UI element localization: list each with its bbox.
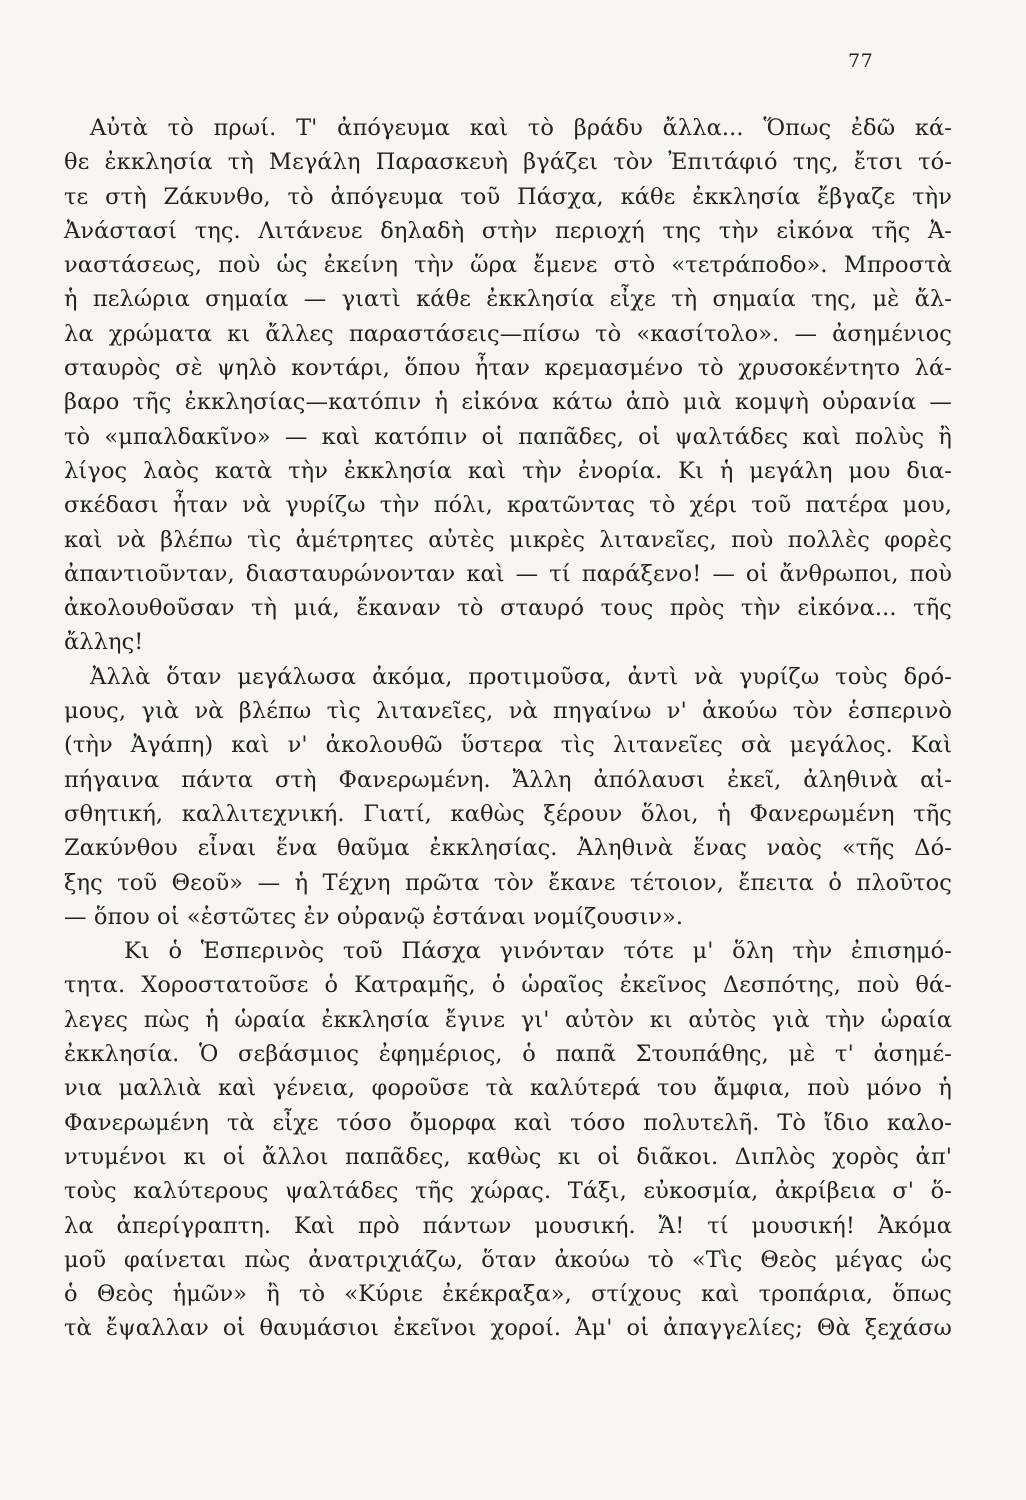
text-line: ἡ πελώρια σημαία — γιατὶ κάθε ἐκκλησία εἶχε τὴ σημαία της, μὲ ἄλ- (64, 286, 952, 313)
text-line: πήγαινα πάντα στὴ Φανερωμένη. Ἄλλη ἀπόλαυσι ἐκεῖ, ἀληθινὰ αἰ- (64, 766, 952, 793)
text-line: τοὺς καλύτερους ψαλτάδες τῆς χώρας. Τάξι, εὐκοσμία, ἀκρίβεια σ' ὅ- (64, 1178, 952, 1205)
text-line: τητα. Χοροστατοῦσε ὁ Κατραμῆς, ὁ ὡραῖος ἐκεῖνος Δεσπότης, ποὺ θά- (64, 972, 952, 999)
text-line: ὁ Θεὸς ἡμῶν» ἢ τὸ «Κύριε ἐκέκραξα», στίχους καὶ τροπάρια, ὅπως (64, 1281, 952, 1308)
text-line: καὶ νὰ βλέπω τὶς ἀμέτρητες αὐτὲς μικρὲς λιτανεῖες, ποὺ πολλὲς φορὲς (64, 526, 952, 553)
text-line: Κι ὁ Ἑσπερινὸς τοῦ Πάσχα γινόνταν τότε μ' ὅλη τὴν ἐπισημό- (124, 938, 952, 965)
text-line: Ἀνάστασί της. Λιτάνευε δηλαδὴ στὴν περιοχή της τὴν εἰκόνα τῆς Ἀ- (64, 217, 952, 244)
text-line: βαρο τῆς ἐκκλησίας—κατόπιν ἡ εἰκόνα κάτω ἀπὸ μιὰ κομψὴ οὐρανία — (64, 389, 952, 416)
text-line: ἀπαντιοῦνταν, διασταυρώνονταν καὶ — τί παράξενο! — οἱ ἄνθρωποι, ποὺ (64, 560, 952, 587)
text-line: μοῦ φαίνεται πὼς ἀνατριχιάζω, ὅταν ἀκούω τὸ «Τὶς Θεὸς μέγας ὡς (64, 1246, 952, 1273)
text-line: σταυρὸς σὲ ψηλὸ κοντάρι, ὅπου ἦταν κρεμασμένο τὸ χρυσοκέντητο λά- (64, 355, 952, 382)
text-line: σκέδασι ἦταν νὰ γυρίζω τὴν πόλι, κρατῶντας τὸ χέρι τοῦ πατέρα μου, (64, 492, 952, 519)
text-line: τε στὴ Ζάκυνθο, τὸ ἀπόγευμα τοῦ Πάσχα, κάθε ἐκκλησία ἔβγαζε τὴν (64, 183, 952, 210)
text-line: ἐκκλησία. Ὁ σεβάσμιος ἐφημέριος, ὁ παπᾶ Στουπάθης, μὲ τ' ἀσημέ- (64, 1041, 952, 1068)
text-line: λα χρώματα κι ἄλλες παραστάσεις—πίσω τὸ «κασίτολο». — ἀσημένιος (64, 320, 952, 347)
text-line: ἀκολουθοῦσαν τὴ μιά, ἔκαναν τὸ σταυρό τους πρὸς τὴν εἰκόνα... τῆς (64, 595, 952, 622)
text-line: ντυμένοι κι οἱ ἄλλοι παπᾶδες, καθὼς κι οἱ διᾶκοι. Διπλὸς χορὸς ἀπ' (64, 1143, 952, 1170)
text-line: θε ἐκκλησία τὴ Μεγάλη Παρασκευὴ βγάζει τὸν Ἐπιτάφιό της, ἔτσι τό- (64, 149, 952, 176)
page-number: 77 (848, 50, 874, 72)
text-line: — ὅπου οἱ «ἑστῶτες ἐν οὐρανῷ ἑστάναι νομίζουσιν». (64, 903, 684, 930)
text-line: μους, γιὰ νὰ βλέπω τὶς λιτανεῖες, νὰ πηγαίνω ν' ἀκούω τὸν ἑσπερινὸ (64, 698, 952, 725)
text-line: Ζακύνθου εἶναι ἕνα θαῦμα ἐκκλησίας. Ἀληθινὰ ἕνας ναὸς «τῆς Δό- (64, 835, 952, 862)
text-line: (τὴν Ἀγάπη) καὶ ν' ἀκολουθῶ ὕστερα τὶς λιτανεῖες σὰ μεγάλος. Καὶ (64, 732, 952, 759)
text-line: λα ἀπερίγραπτη. Καὶ πρὸ πάντων μουσική. Ἄ! τί μουσική! Ἀκόμα (64, 1212, 952, 1239)
text-line: λεγες πὼς ἡ ὡραία ἐκκλησία ἔγινε γι' αὐτὸν κι αὐτὸς γιὰ τὴν ὡραία (64, 1006, 952, 1033)
paragraph-2 (64, 660, 952, 934)
text-line: Αὐτὰ τὸ πρωί. Τ' ἀπόγευμα καὶ τὸ βράδυ ἄλλα... Ὅπως ἐδῶ κά- (90, 115, 952, 141)
text-line: σθητική, καλλιτεχνική. Γιατί, καθὼς ξέρουν ὅλοι, ἡ Φανερωμένη τῆς (64, 800, 952, 827)
text-line: νια μαλλιὰ καὶ γένεια, φοροῦσε τὰ καλύτερά του ἄμφια, ποὺ μόνο ἡ (64, 1075, 952, 1102)
text-line: Ἀλλὰ ὅταν μεγάλωσα ἀκόμα, προτιμοῦσα, ἀντὶ νὰ γυρίζω τοὺς δρό- (90, 663, 952, 690)
text-line: Φανερωμένη τὰ εἶχε τόσο ὄμορφα καὶ τόσο πολυτελῆ. Τὸ ἴδιο καλο- (64, 1109, 952, 1136)
paragraph-1 (64, 111, 952, 660)
text-line: ξης τοῦ Θεοῦ» — ἡ Τέχνη πρῶτα τὸν ἔκανε τέτοιον, ἔπειτα ὁ πλοῦτος (64, 869, 952, 896)
body-text (64, 111, 952, 1346)
text-line: τὰ ἔψαλλαν οἱ θαυμάσιοι ἐκεῖνοι χοροί. Ἀμ' οἱ ἀπαγγελίες; Θὰ ξεχάσω (64, 1315, 952, 1342)
text-line: ναστάσεως, ποὺ ὡς ἐκείνη τὴν ὥρα ἔμενε στὸ «τετράποδο». Μπροστὰ (64, 252, 952, 279)
text-line: τὸ «μπαλδακῖνο» — καὶ κατόπιν οἱ παπᾶδες, οἱ ψαλτάδες καὶ πολὺς ἢ (64, 423, 952, 450)
paragraph-3 (64, 934, 952, 1346)
text-line: λίγος λαὸς κατὰ τὴν ἐκκλησία καὶ τὴν ἐνορία. Κι ἡ μεγάλη μου δια- (64, 457, 952, 484)
text-line: ἄλλης! (64, 629, 144, 656)
